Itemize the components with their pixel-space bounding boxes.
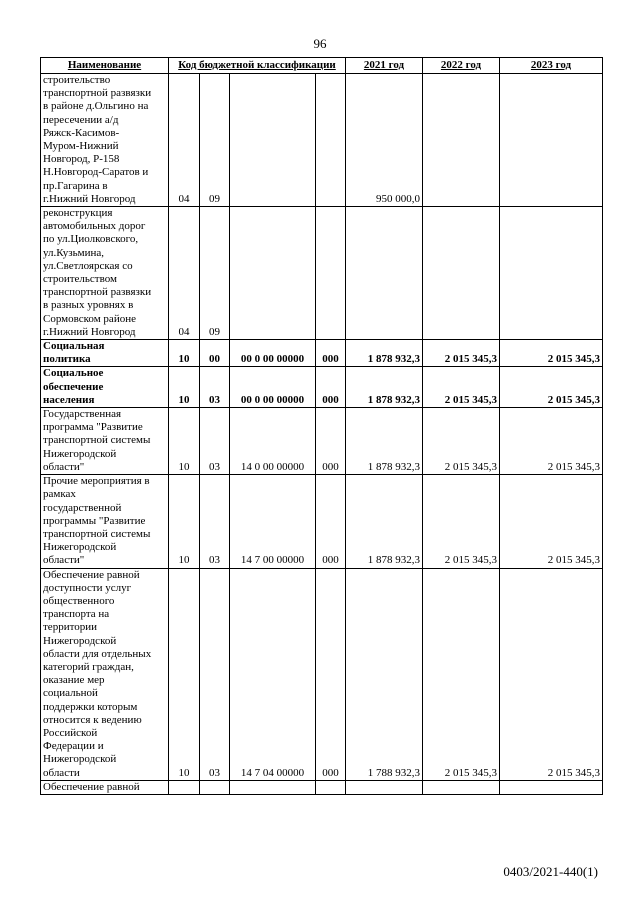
name-line: ул.Светлоярская со	[43, 259, 133, 272]
cell-name	[41, 207, 169, 340]
cell-2022	[423, 74, 500, 207]
name-line: строительством	[43, 273, 117, 286]
cell-2023	[500, 780, 603, 794]
cell-2021: 1 878 932,3	[346, 475, 423, 568]
cell-section	[169, 780, 200, 794]
cell-target-article: 00 0 00 00000	[230, 340, 316, 367]
cell-subsection: 03	[200, 475, 230, 568]
name-line: Социальное	[43, 367, 104, 380]
cell-expense-type: 000	[316, 475, 346, 568]
name-line: Нижегородской	[43, 753, 117, 766]
cell-2021	[346, 207, 423, 340]
cell-section: 04	[169, 74, 200, 207]
name-line: г.Нижний Новгород	[43, 192, 136, 205]
cell-2021: 950 000,0	[346, 74, 423, 207]
cell-2023: 2 015 345,3	[500, 475, 603, 568]
cell-section: 04	[169, 207, 200, 340]
header-2021: 2021 год	[346, 58, 423, 74]
cell-2023: 2 015 345,3	[500, 568, 603, 780]
cell-target-article: 14 7 04 00000	[230, 568, 316, 780]
name-line: доступности услуг	[43, 581, 132, 594]
table-header-row	[41, 58, 603, 74]
cell-subsection: 03	[200, 367, 230, 408]
cell-2021	[346, 780, 423, 794]
table-row	[41, 475, 603, 568]
name-line: автомобильных дорог	[43, 220, 146, 233]
name-line: пересечении а/д	[43, 113, 119, 126]
name-line: Обеспечение равной	[43, 568, 140, 581]
table-row	[41, 408, 603, 475]
cell-section: 10	[169, 367, 200, 408]
cell-name	[41, 74, 169, 207]
cell-subsection: 09	[200, 207, 230, 340]
cell-expense-type: 000	[316, 367, 346, 408]
cell-target-article: 14 7 00 00000	[230, 475, 316, 568]
name-line: Российской	[43, 726, 98, 739]
cell-name	[41, 780, 169, 794]
name-line: Нижегородской	[43, 634, 117, 647]
name-line: строительство	[43, 74, 111, 86]
name-line: Социальная	[43, 340, 105, 353]
name-line: Новгород, Р-158	[43, 153, 120, 166]
cell-target-article: 00 0 00 00000	[230, 367, 316, 408]
name-line: реконструкция	[43, 207, 113, 220]
document-code: 0403/2021-440(1)	[503, 864, 598, 879]
cell-expense-type	[316, 74, 346, 207]
cell-subsection: 03	[200, 408, 230, 475]
cell-name	[41, 568, 169, 780]
name-line: программы "Развитие	[43, 514, 146, 527]
table-row	[41, 340, 603, 367]
name-line: Н.Новгород-Саратов и	[43, 166, 149, 179]
cell-expense-type: 000	[316, 408, 346, 475]
cell-subsection: 09	[200, 74, 230, 207]
name-line: области"	[43, 554, 85, 567]
cell-expense-type	[316, 207, 346, 340]
cell-2022: 2 015 345,3	[423, 475, 500, 568]
name-line: Обеспечение равной	[43, 780, 140, 793]
cell-2021: 1 878 932,3	[346, 367, 423, 408]
budget-table	[40, 57, 603, 795]
cell-target-article: 14 0 00 00000	[230, 408, 316, 475]
name-line: области"	[43, 460, 85, 473]
name-line: транспорта на	[43, 608, 110, 621]
cell-subsection	[200, 780, 230, 794]
name-line: по ул.Циолковского,	[43, 233, 139, 246]
name-line: Государственная	[43, 408, 122, 421]
name-line: территории	[43, 621, 98, 634]
name-line: Нижегородской	[43, 541, 117, 554]
name-line: Сормовском районе	[43, 312, 136, 325]
name-line: ул.Кузьмина,	[43, 246, 104, 259]
cell-expense-type: 000	[316, 340, 346, 367]
name-line: государственной	[43, 501, 122, 514]
cell-section: 10	[169, 568, 200, 780]
name-line: населения	[43, 393, 95, 406]
header-budget-code: Код бюджетной классификации	[169, 58, 346, 74]
cell-expense-type	[316, 780, 346, 794]
header-2022: 2022 год	[423, 58, 500, 74]
table-row	[41, 207, 603, 340]
cell-2021: 1 788 932,3	[346, 568, 423, 780]
cell-2023: 2 015 345,3	[500, 408, 603, 475]
cell-2023: 2 015 345,3	[500, 340, 603, 367]
name-line: транспортной развязки	[43, 87, 152, 100]
name-line: обеспечение	[43, 380, 104, 393]
cell-2022	[423, 780, 500, 794]
name-line: Прочие мероприятия в	[43, 475, 150, 488]
cell-name	[41, 475, 169, 568]
cell-2022: 2 015 345,3	[423, 408, 500, 475]
cell-2021: 1 878 932,3	[346, 408, 423, 475]
cell-section: 10	[169, 408, 200, 475]
cell-2023: 2 015 345,3	[500, 367, 603, 408]
name-line: социальной	[43, 687, 98, 700]
cell-name	[41, 340, 169, 367]
name-line: г.Нижний Новгород	[43, 325, 136, 338]
page-number: 96	[313, 36, 327, 51]
header-name: Наименование	[41, 58, 169, 74]
name-line: категорий граждан,	[43, 660, 134, 673]
cell-target-article	[230, 74, 316, 207]
name-line: в разных уровнях в	[43, 299, 134, 312]
name-line: поддержки которым	[43, 700, 138, 713]
name-line: пр.Гагарина в	[43, 179, 108, 192]
cell-subsection: 00	[200, 340, 230, 367]
table-row	[41, 367, 603, 408]
table-row	[41, 74, 603, 207]
cell-2022: 2 015 345,3	[423, 340, 500, 367]
name-line: программа "Развитие	[43, 421, 143, 434]
cell-name	[41, 408, 169, 475]
name-line: транспортной системы	[43, 434, 151, 447]
cell-2021: 1 878 932,3	[346, 340, 423, 367]
header-2023: 2023 год	[500, 58, 603, 74]
cell-2022: 2 015 345,3	[423, 367, 500, 408]
cell-2022: 2 015 345,3	[423, 568, 500, 780]
name-line: относится к ведению	[43, 713, 142, 726]
cell-subsection: 03	[200, 568, 230, 780]
name-line: общественного	[43, 594, 115, 607]
name-line: Федерации и	[43, 740, 104, 753]
cell-section: 10	[169, 475, 200, 568]
name-line: Нижегородской	[43, 447, 117, 460]
cell-section: 10	[169, 340, 200, 367]
name-line: транспортной системы	[43, 527, 151, 540]
name-line: транспортной развязки	[43, 286, 152, 299]
name-line: Ряжск-Касимов-	[43, 126, 120, 139]
name-line: оказание мер	[43, 674, 105, 687]
table-row	[41, 568, 603, 780]
cell-expense-type: 000	[316, 568, 346, 780]
name-line: Муром-Нижний	[43, 140, 119, 153]
cell-2023	[500, 74, 603, 207]
name-line: области	[43, 766, 80, 779]
table-row	[41, 780, 603, 794]
cell-target-article	[230, 780, 316, 794]
cell-target-article	[230, 207, 316, 340]
cell-name	[41, 367, 169, 408]
cell-2022	[423, 207, 500, 340]
name-line: области для отдельных	[43, 647, 152, 660]
name-line: в районе д.Ольгино на	[43, 100, 149, 113]
name-line: рамках	[43, 488, 76, 501]
cell-2023	[500, 207, 603, 340]
name-line: политика	[43, 353, 91, 366]
